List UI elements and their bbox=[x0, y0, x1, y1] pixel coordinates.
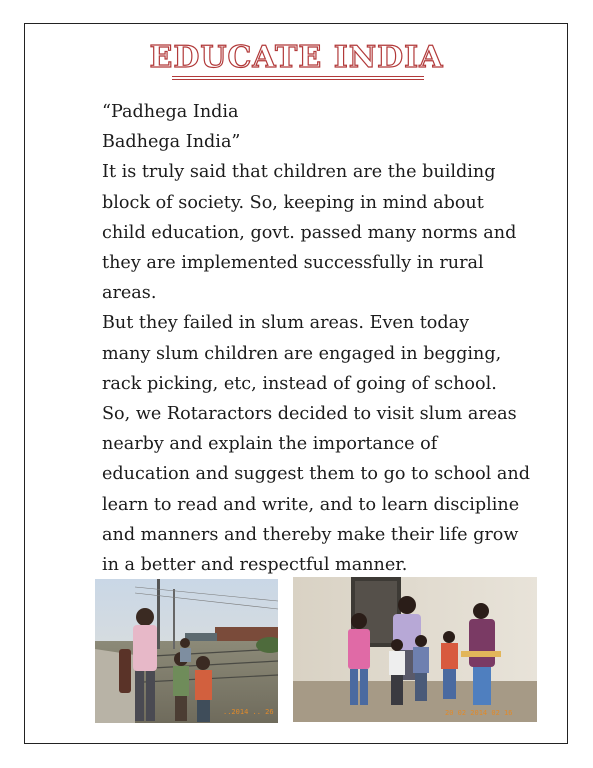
body-line: many slum children are engaged in begging, bbox=[102, 343, 502, 364]
body-line: areas. bbox=[102, 283, 157, 304]
body-line: they are implemented successfully in rural bbox=[102, 253, 484, 274]
photo-date-stamp: 20 02 2014 02 16 bbox=[445, 709, 513, 717]
body-line: block of society. So, keeping in mind about bbox=[102, 192, 484, 213]
body-line: It is truly said that children are the building bbox=[102, 162, 496, 183]
body-line: child education, govt. passed many norms and bbox=[102, 222, 517, 243]
body-line: nearby and explain the importance of bbox=[102, 434, 438, 455]
body-line: So, we Rotaractors decided to visit slum areas bbox=[102, 404, 517, 425]
railway-slum-visit-photo bbox=[95, 579, 278, 723]
body-line: “Padhega India bbox=[102, 102, 239, 122]
photo-date-stamp: ..2014 .. 26 bbox=[223, 708, 274, 716]
body-line: and manners and thereby make their life grow bbox=[102, 524, 519, 545]
body-line: learn to read and write, and to learn discipline bbox=[102, 494, 520, 515]
title-underline bbox=[172, 76, 424, 80]
body-line: Badhega India” bbox=[102, 132, 241, 153]
body-line: education and suggest them to go to school and bbox=[102, 464, 530, 485]
group-with-children-photo bbox=[293, 577, 537, 722]
body-line: in a better and respectful manner. bbox=[102, 555, 408, 576]
body-line: rack picking, etc, instead of going of school. bbox=[102, 373, 497, 394]
body-line: But they failed in slum areas. Even today bbox=[102, 313, 470, 334]
page-title: EDUCATE INDIA bbox=[149, 40, 444, 75]
body-text bbox=[102, 97, 547, 580]
